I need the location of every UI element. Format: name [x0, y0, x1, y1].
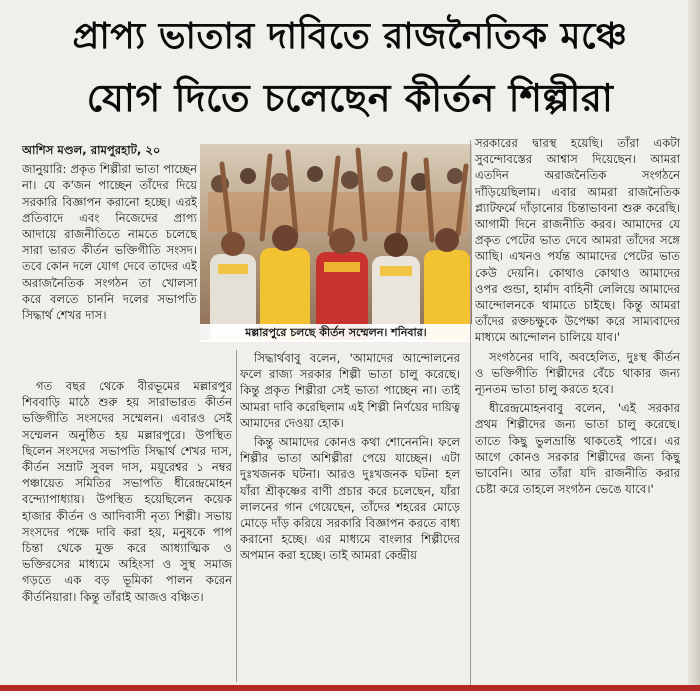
- article-paragraph: সরকারের দ্বারস্থ হয়েছি। তাঁরা একটা সুবন্দোবস্তের আশ্বাস দিয়েছেন। আমরা এতদিন অরাজনৈতিক সংগঠনে দাঁড়িয়েছিলাম। এবার আমরা রাজনৈতিক প্ল্যাটফর্মে দাঁড়ানোর চিন্তাভাবনা শুরু করেছি। আগামী দিনে রাজনীতি করব। আমাদের যে প্রকৃত পেটের ভাত দেবে আমরা তাঁদের সঙ্গে আছি। এখনও পর্যন্ত আমাদের পেটের ভাত কেউ দেয়নি। কোথাও কোথাও আমাদের ওপর গুন্ডা, হার্মাদ বাহিনী লেলিয়ে আমাদের আন্দোলনকে থামাতে চাইছে। কিন্তু আমরা তাঁদের রক্তচক্ষুকে উপেক্ষা করে সাম্যবাদের মাধ্যমে আন্দোলন চালিয়ে যাব।': [475, 136, 680, 345]
- page-bottom-edge: [0, 685, 700, 691]
- headline-line-2: যোগ দিতে চলেছেন কীর্তন শিল্পীরা: [86, 76, 614, 120]
- column-divider: [470, 140, 471, 685]
- article-paragraph: সংগঠনের দাবি, অবহেলিত, দুঃস্থ কীর্তন ও ভক্তিগীতি শিল্পীদের বেঁচে থাকার জন্য ন্যূনতম ভাতা চালু করতে হবে।: [475, 349, 680, 397]
- page-fold-edge: [688, 0, 700, 691]
- article-column-left-top: [22, 142, 197, 374]
- headline-line-1: প্রাপ্য ভাতার দাবিতে রাজনৈতিক মঞ্চে: [72, 16, 628, 57]
- article-paragraph: কিন্তু আমাদের কোনও কথা শোনেননি। ফলে শিল্পীর ভাতা অশিল্পীরা পেয়ে যাচ্ছেন। এটা দুঃখজনক ঘটনা। আরও দুঃখজনক ঘটনা হল যাঁরা শ্রীকৃষ্ণের বাণী প্রচার করে চলেছেন, যাঁরা লালনের গান গেয়েছেন, তাঁদের শহরের মোড়ে মোড়ে দাঁড় করিয়ে সরকারি বিজ্ঞাপন করতে বাধ্য করানো হচ্ছে। এর মাধ্যমে বাংলার শিল্পীদের অপমান করা হচ্ছে। তাই আমরা কেন্দ্রীয়: [240, 435, 460, 563]
- article-paragraph: ধীরেন্দ্রমোহনবাবু বলেন, 'এই সরকার প্রথম শিল্পীদের জন্য ভাতা চালু করেছে। তাতে কিছু ভুলভ্রান্তি থাকতেই পারে। এর আগে কোনও সরকার শিল্পীদের জন্য কিছু ভাবেনি। আর তাঁরা যদি রাজনীতি করার চেষ্টা করে তাহলে সংগঠন ভেঙে যাবে।': [475, 401, 680, 497]
- column-divider: [236, 350, 237, 682]
- byline: আশিস মণ্ডল, রামপুরহাট, ২০: [22, 143, 161, 157]
- article-paragraph: গত বছর থেকে বীরভূমের মল্লারপুর শিববাড়ি মাঠে শুরু হয় সারাভারত কীর্তন ভক্তিগীতি সংসদের সম্মেলন। এবারও সেই সম্মেলন অনুষ্ঠিত হয় মল্লারপুরে। উপস্থিত ছিলেন সংসদের সভাপতি সিদ্ধার্থ শেখর দাস, কীর্তন সম্রাট সুবল দাস, ময়ূরেশ্বর ১ নম্বর পঞ্চায়েত সমিতির সভাপতি ধীরেন্দ্রমোহন বন্দ্যোপাধ্যায়। উপস্থিত হয়েছিলেন কয়েক হাজার কীর্তন ও আদিবাসী নৃত্য শিল্পী। সভায় সংসদের পক্ষে দাবি করা হয়, মনুষকে পাপ চিন্তা থেকে মুক্ত করে আধ্যাত্মিক ও ভক্তিরসের মাধ্যমে অহিংসা ও সুস্থ সমাজ গড়তে এক বড় ভূমিকা পালন করেন কীর্তনিয়ারা। কিন্তু তাঁরাই আজও বঞ্চিত।: [22, 379, 232, 604]
- crowd-photo-illustration: [200, 144, 472, 340]
- news-photo: [200, 144, 472, 340]
- article-column-right: [475, 135, 680, 685]
- photo-caption: মল্লারপুরে চলছে কীর্তন সম্মেলন। শনিবার।: [200, 324, 472, 342]
- article-paragraph: জানুয়ারি: প্রকৃত শিল্পীরা ভাতা পাচ্ছেন না। যে ক'জন পাচ্ছেন তাঁদের দিয়ে সরকারি বিজ্ঞাপন করানো হচ্ছে। এরই প্রতিবাদে এবং নিজেদের প্রাপ্য আদায়ে রাজনীতিতে নামতে চলেছে সারা ভারত কীর্তন ভক্তিগীতি সংসদ। তবে কোন দলে যোগ দেবে তাদের এই অরাজনৈতিক সংগঠন তা খোলসা করে বলতে চাননি দলের সভাপতি সিদ্ধার্থ শেখর দাস।: [22, 162, 197, 323]
- article-paragraph: সিদ্ধার্থবাবু বলেন, 'আমাদের আন্দোলনের ফলে রাজ্য সরকার শিল্পী ভাতা চালু করেছে। কিন্তু প্রকৃত শিল্পীরা সেই ভাতা পাচ্ছেন না। তাই আমরা দাবি করেছিলাম এই শিল্পী নির্ণয়ের দায়িত্ব আমাদের দেওয়া হোক।: [240, 351, 460, 430]
- article-column-middle: [240, 350, 460, 682]
- article-column-left-bottom: [22, 378, 232, 682]
